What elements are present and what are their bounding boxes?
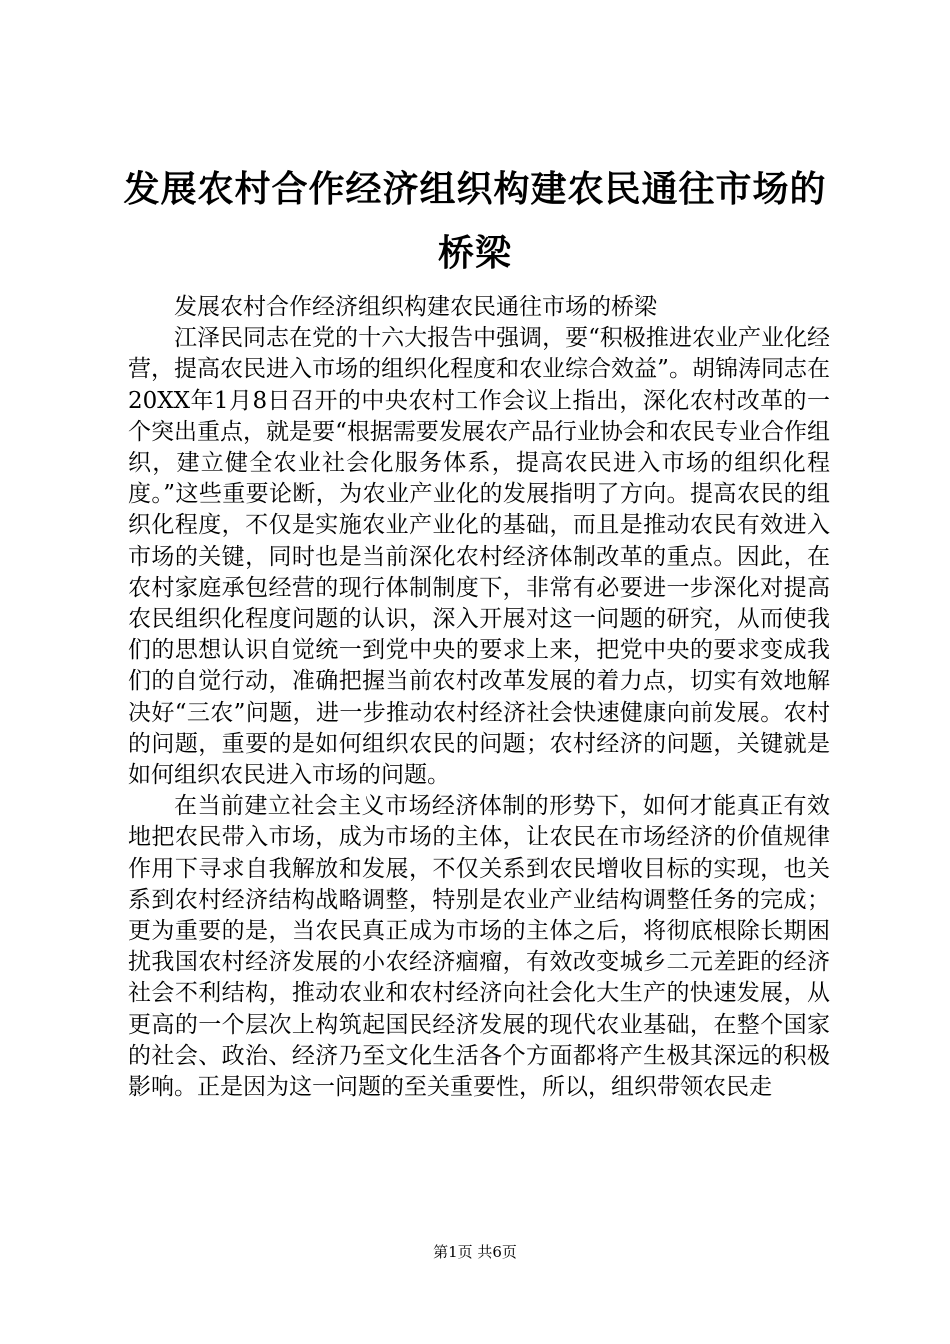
document-body (128, 292, 830, 1103)
paragraph-2: 在当前建立社会主义市场经济体制的形势下，如何才能真正有效地把农民带入市场，成为市场的主体，让农民在市场经济的价值规律作用下寻求自我解放和发展，不仅关系到农民增收目标的实现，也关系到农村经济结构战略调整，特别是农业产业结构调整任务的完成；更为重要的是，当农民真正成为市场的主体之后，将彻底根除长期困扰我国农村经济发展的小农经济痼瘤，有效改变城乡二元差距的经济社会不利结构，推动农业和农村经济向社会化大生产的快速发展，从更高的一个层次上构筑起国民经济发展的现代农业基础，在整个国家的社会、政治、经济乃至文化生活各个方面都将产生极其深远的积极影响。正是因为这一问题的至关重要性，所以，组织带领农民走 (128, 793, 830, 1101)
document-title: 发展农村合作经济组织构建农民通往市场的桥梁 (123, 168, 827, 274)
paragraph-1: 江泽民同志在党的十六大报告中强调，要“积极推进农业产业化经营，提高农民进入市场的组织化程度和农业综合效益”。胡锦涛同志在20XX年1月8日召开的中央农村工作会议上指出，深化农村改革的一个突出重点，就是要“根据需要发展农产品行业协会和农民专业合作组织，建立健全农业社会化服务体系，提高农民进入市场的组织化程度。”这些重要论断，为农业产业化的发展指明了方向。提高农民的组织化程度，不仅是实施农业产业化的基础，而且是推动农民有效进入市场的关键，同时也是当前深化农村经济体制改革的重点。因此，在农村家庭承包经营的现行体制制度下，非常有必要进一步深化对提高农民组织化程度问题的认识，深入开展对这一问题的研究，从而使我们的思想认识自觉统一到党中央的要求上来，把党中央的要求变成我们的自觉行动，准确把握当前农村改革发展的着力点，切实有效地解决好“三农”问题，进一步推动农村经济社会快速健康向前发展。农村的问题，重要的是如何组织农民的问题；农村经济的问题，关键就是如何组织农民进入市场的问题。 (128, 325, 830, 789)
page-number-footer: 第1页 共6页 (433, 1243, 517, 1261)
paragraph-subtitle: 发展农村合作经济组织构建农民通往市场的桥梁 (174, 294, 657, 320)
